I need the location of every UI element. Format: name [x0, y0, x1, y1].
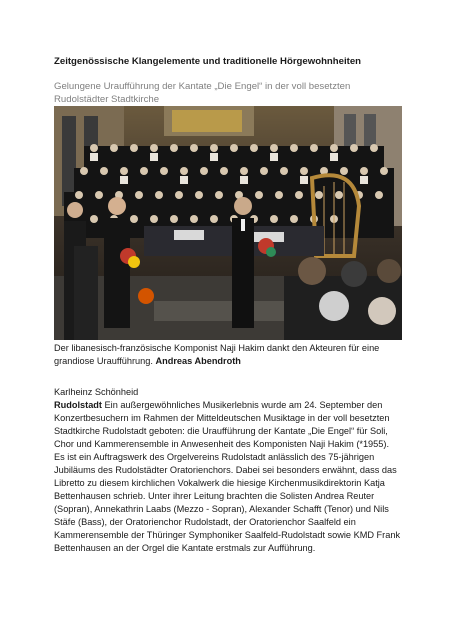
- caption-text: Der libanesisch-französische Komponist Naji Hakim dankt den Akteuren für eine grandiose Uraufführung.: [54, 343, 380, 366]
- article-title: Zeitgenössische Klangelemente und traditionelle Hörgewohnheiten: [54, 56, 362, 67]
- article-subtitle: Gelungene Uraufführung der Kantate „Die Engel“ in der voll besetzten Rudolstädter Stadtkirche: [54, 81, 351, 105]
- concert-photo: [54, 106, 402, 340]
- dateline: Rudolstadt: [54, 400, 102, 410]
- paragraph-1-text: Ein außergewöhnliches Musikerlebnis wurde am 24. September den Konzertbesuchern im Rahmen der Mitteldeutschen Musiktage in der voll besetzten Stadtkirche Rudolstadt geboten: die Uraufführung der Kantate „Die Engel“ für Soli, Chor und Kammerensemble in Anwesenheit des Komponisten Naji Hakim (*1955).: [54, 400, 390, 449]
- photo-caption: [54, 342, 404, 368]
- article-author: Karlheinz Schönheid: [54, 387, 139, 397]
- paragraph-2: Es ist ein Auftragswerk des Orgelvereins Rudolstadt anlässlich des 75-jährigen Jubiläums des Rudolstädter Oratorienchors. Dabei sei besonders erwähnt, dass das Libretto zu diesem kirchlichen Vokalwerk die hiesige Kirchenmusikdirektorin Katja Bettenhausen schrieb. Unter ihrer Leitung brachten die Solisten Andrea Reuter (Sopran), Annekathrin Laabs (Mezzo - Sopran), Alexander Schafft (Tenor) und Nils Stäfe (Bass), der Oratorienchor Rudolstadt, der Oratorienchor Saalfeld ein Kammerensemble der Thüringer Symphoniker Saalfeld-Rudolstadt sowie KMD Frank Bettenhausen an der Orgel die Kantate erstmals zur Aufführung.: [54, 452, 401, 553]
- paragraph-1: [54, 399, 404, 451]
- photo-credit: Andreas Abendroth: [155, 356, 241, 366]
- article-body: [54, 399, 404, 555]
